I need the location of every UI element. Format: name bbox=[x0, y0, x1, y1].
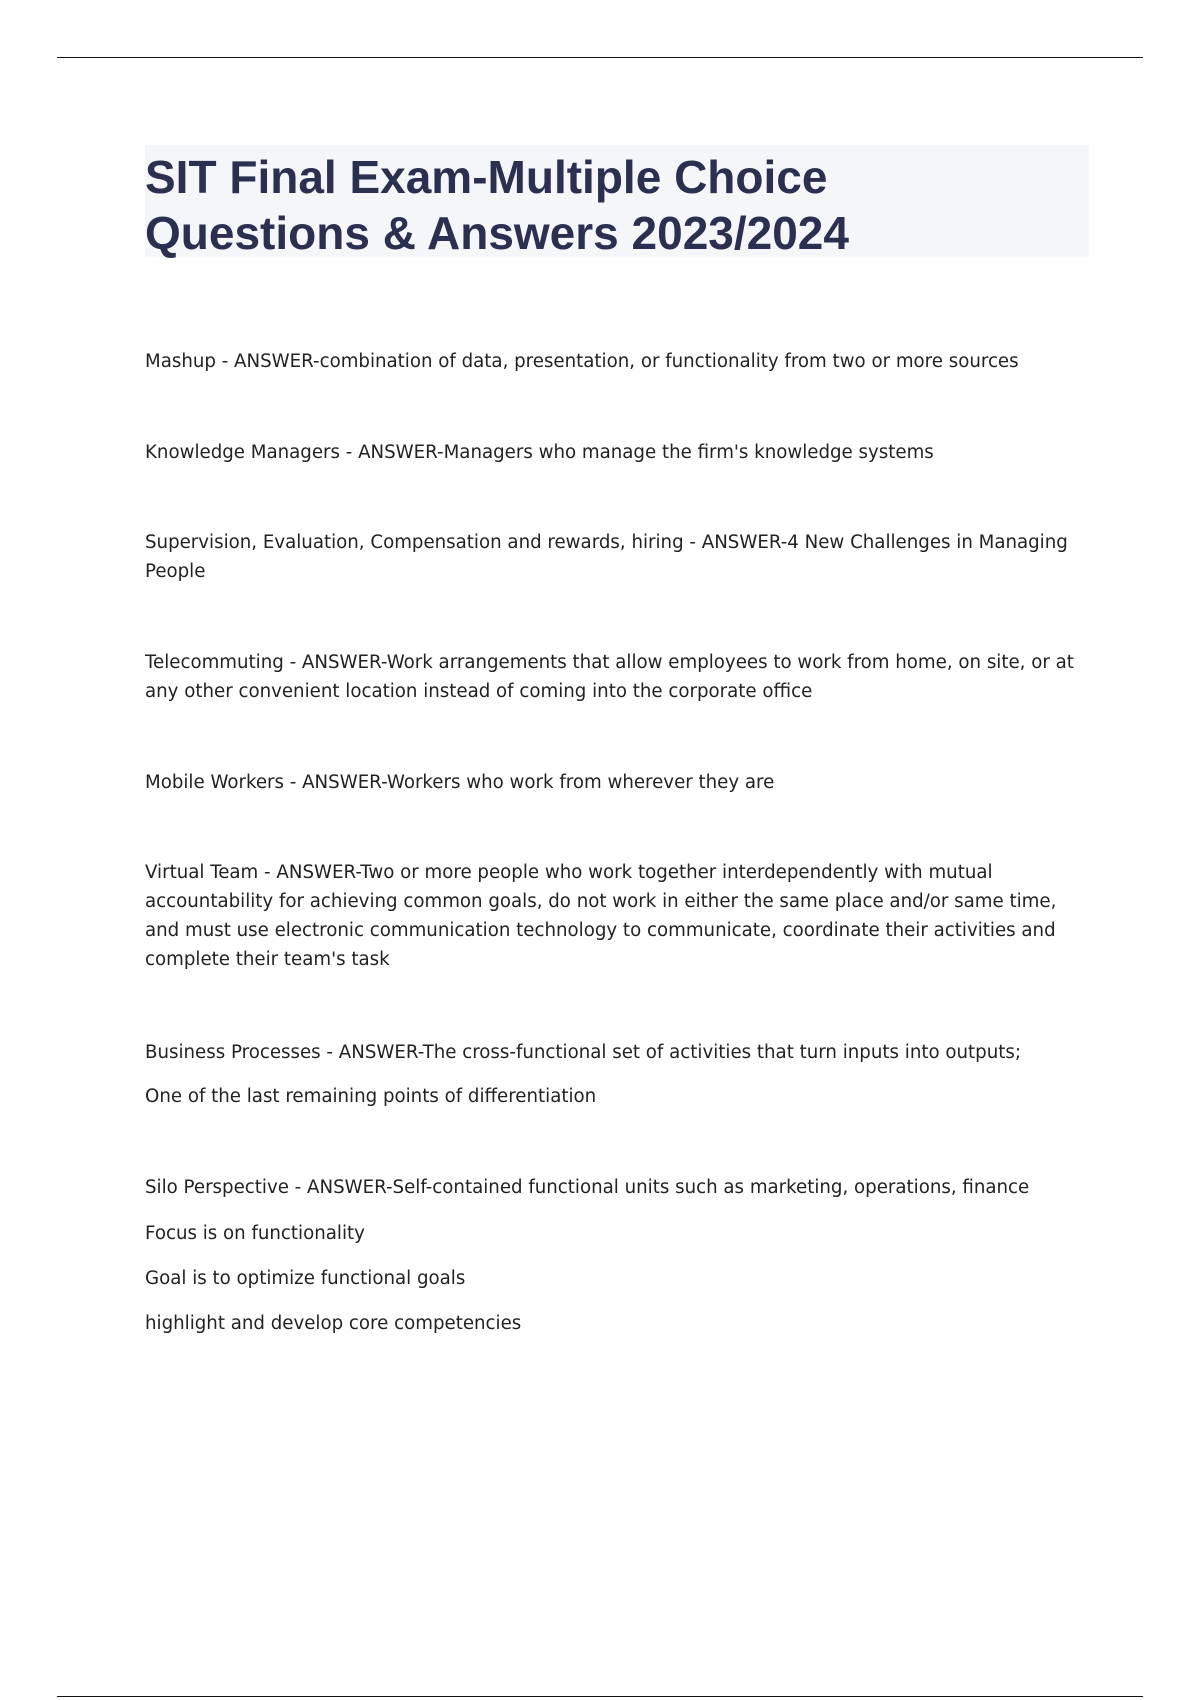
qa-entry-extra-line: Goal is to optimize functional goals bbox=[145, 1268, 466, 1289]
qa-entry-text: Supervision, Evaluation, Compensation and rewards, hiring - ANSWER-4 New Challenges in Managing People bbox=[145, 532, 1068, 582]
qa-entry-text: Mashup - ANSWER-combination of data, presentation, or functionality from two or more sources bbox=[145, 351, 1019, 372]
title-line-2: Questions & Answers 2023/2024 bbox=[145, 207, 849, 259]
title-block bbox=[145, 145, 1089, 257]
qa-entry-knowledge-managers bbox=[145, 438, 1089, 467]
qa-entry-business-processes bbox=[145, 1038, 1089, 1111]
qa-entry-text: Telecommuting - ANSWER-Work arrangements that allow employees to work from home, on site, or at any other convenient location instead of coming into the corporate office bbox=[145, 652, 1074, 702]
title-line-1: SIT Final Exam-Multiple Choice bbox=[145, 151, 828, 203]
qa-entry-virtual-team bbox=[145, 858, 1089, 974]
top-rule bbox=[57, 57, 1143, 58]
qa-entry-mobile-workers bbox=[145, 768, 1089, 797]
qa-entry-text: Silo Perspective - ANSWER-Self-contained functional units such as marketing, operations, finance bbox=[145, 1177, 1030, 1198]
bottom-rule bbox=[57, 1696, 1143, 1697]
qa-entry-extra-line: One of the last remaining points of differentiation bbox=[145, 1086, 597, 1107]
qa-entry-text: Mobile Workers - ANSWER-Workers who work from wherever they are bbox=[145, 772, 775, 793]
qa-entry-managing-people bbox=[145, 528, 1089, 586]
qa-entry-mashup bbox=[145, 347, 1089, 376]
qa-entry-silo-perspective bbox=[145, 1173, 1089, 1338]
qa-entry-text: Virtual Team - ANSWER-Two or more people who work together interdependently with mutual accountability for achieving common goals, do not work in either the same place and/or same time, and must use electronic communication technology to communicate, coordinate their activities and complete their team's task bbox=[145, 862, 1057, 970]
page-title bbox=[145, 149, 1089, 261]
qa-entry-extra-line: Focus is on functionality bbox=[145, 1223, 365, 1244]
qa-entry-text: Knowledge Managers - ANSWER-Managers who manage the firm's knowledge systems bbox=[145, 442, 934, 463]
qa-entry-text: Business Processes - ANSWER-The cross-functional set of activities that turn inputs into outputs; bbox=[145, 1042, 1021, 1063]
qa-entry-extra-line: highlight and develop core competencies bbox=[145, 1313, 522, 1334]
qa-entry-telecommuting bbox=[145, 648, 1089, 706]
